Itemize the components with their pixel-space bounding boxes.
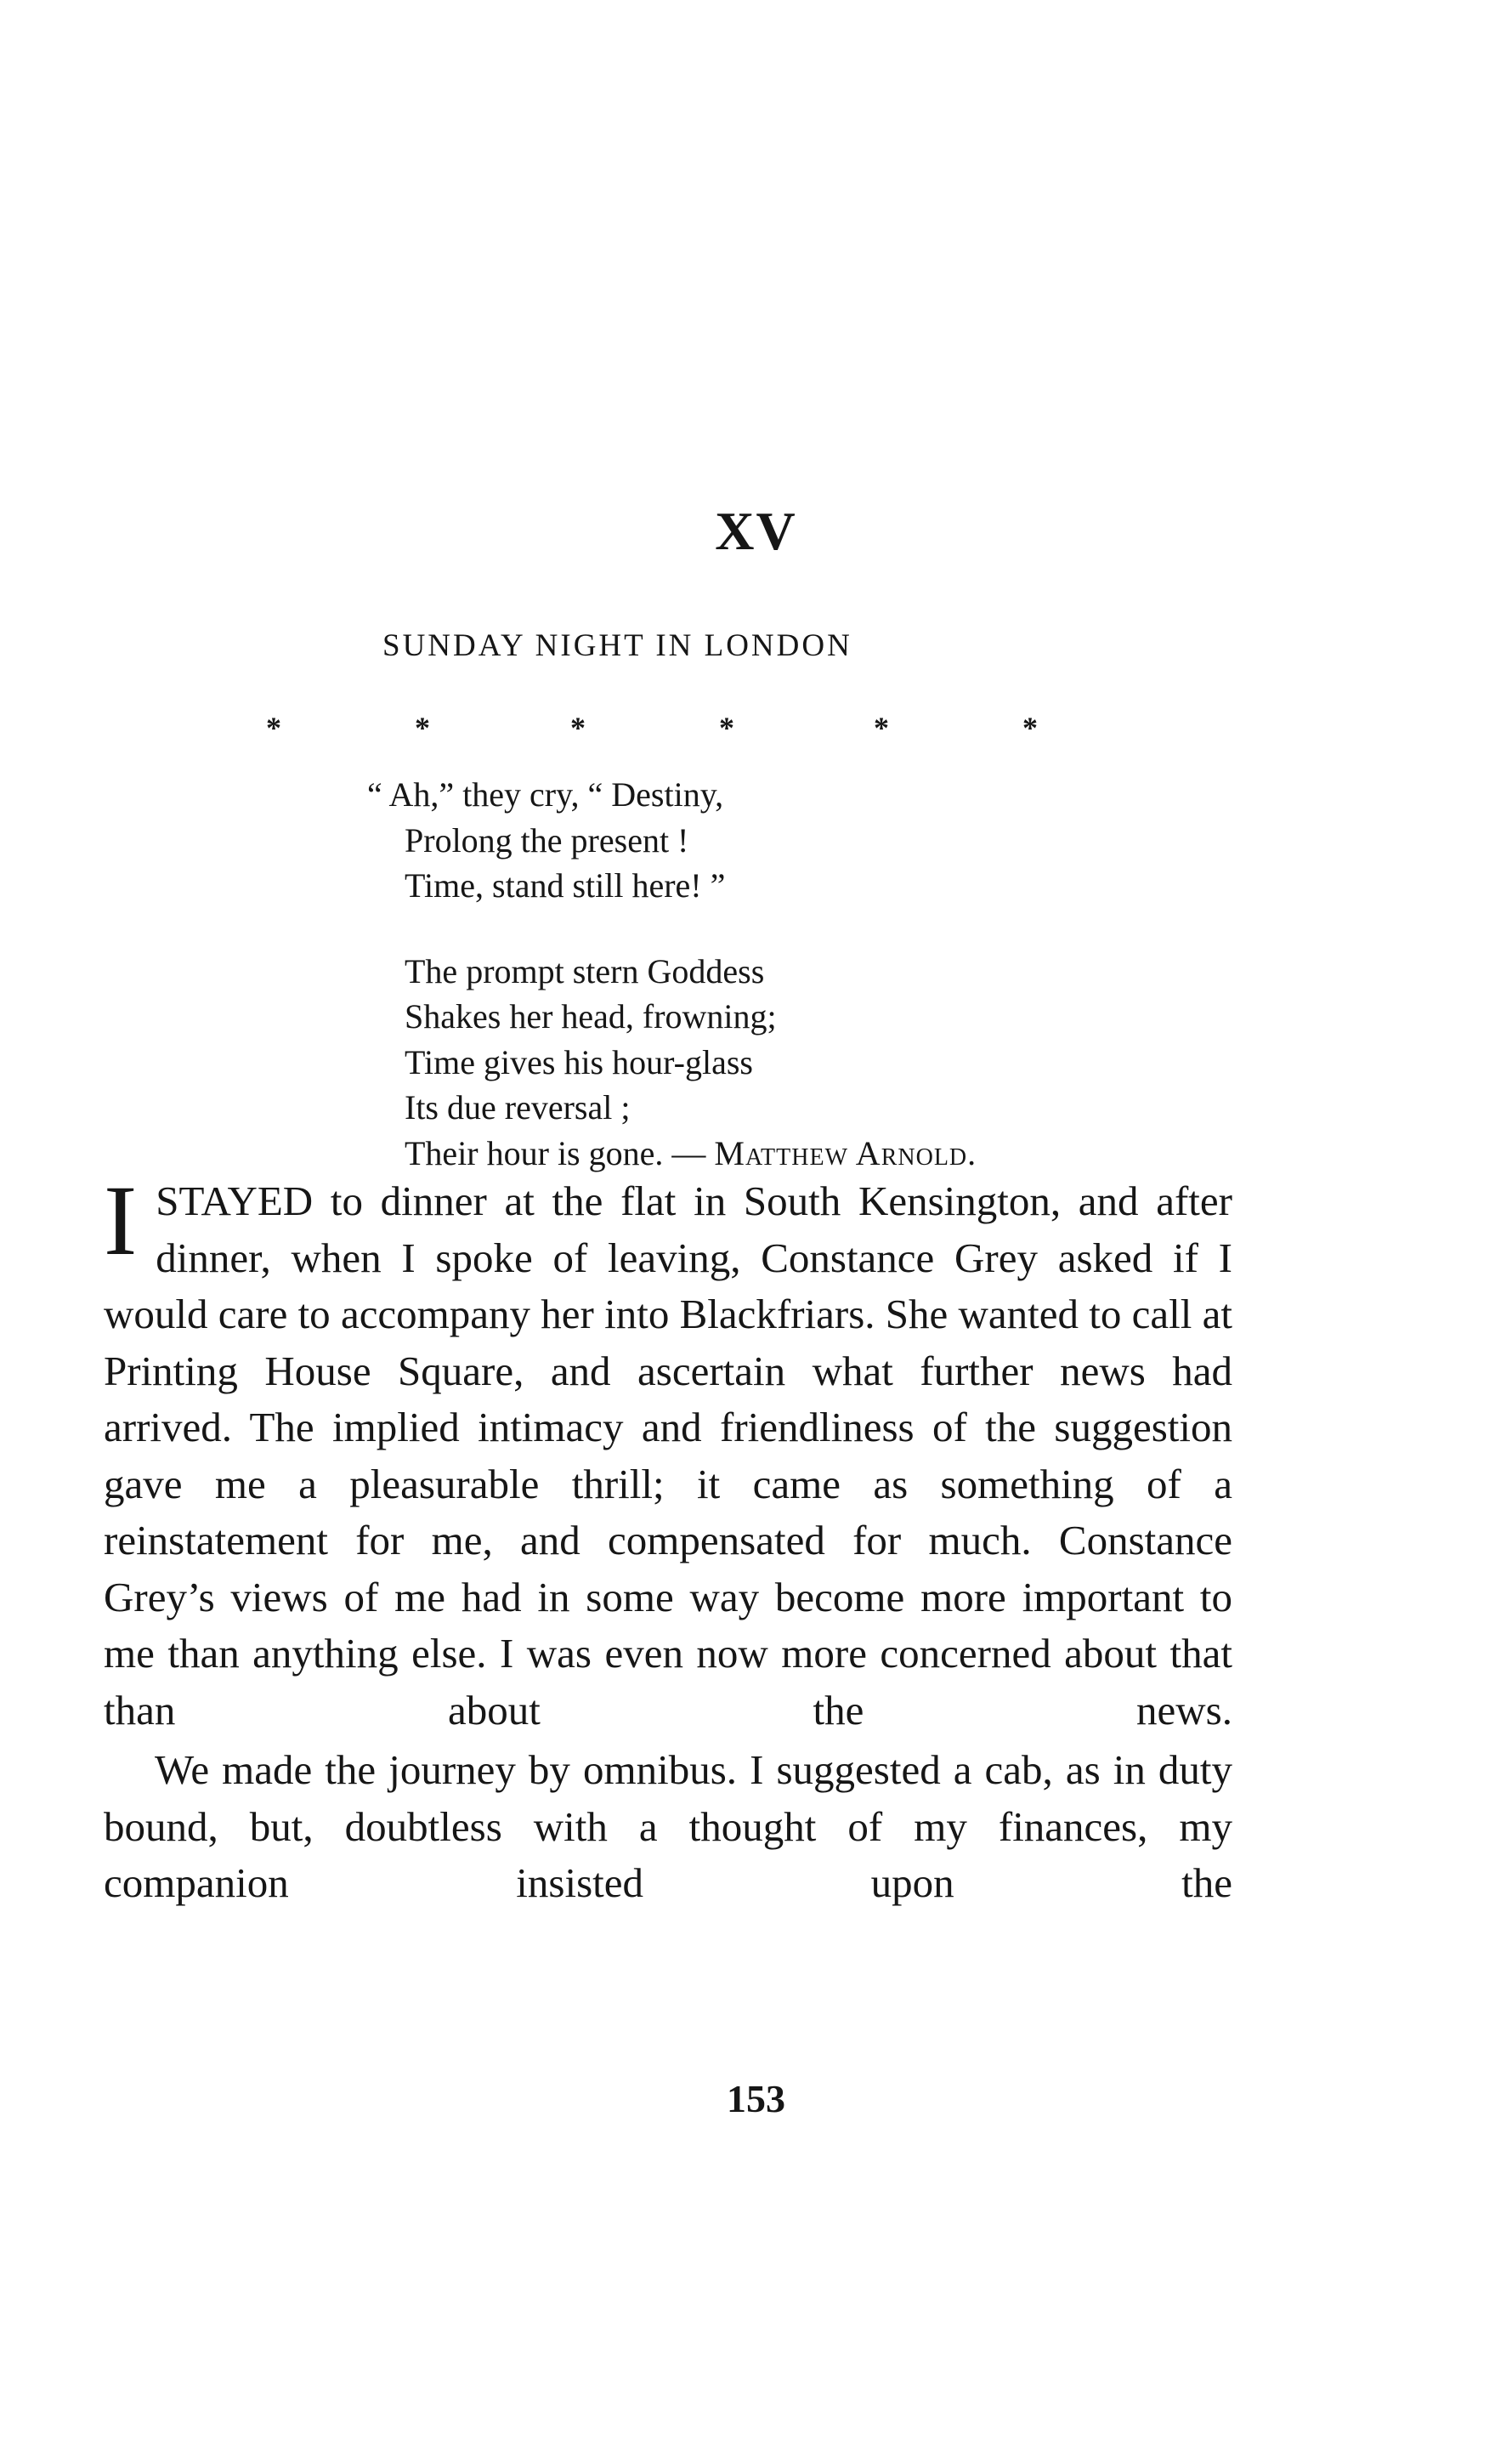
divider-star: * [415, 711, 430, 745]
epigraph-last-line [367, 1131, 1132, 1177]
chapter-number: XV [715, 501, 797, 561]
paragraph: We made the journey by omnibus. I suggested a cab, as in duty bound, but, doubtless with a thought of my finances, my companion insisted upon the [104, 1746, 1232, 1906]
epigraph-line: “ Ah,” they cry, “ Destiny, [367, 775, 724, 814]
page-number: 153 [727, 2077, 785, 2120]
divider-star: * [570, 711, 586, 745]
asterism-divider [0, 710, 1512, 752]
divider-star: * [266, 711, 281, 745]
chapter-body [104, 1165, 1232, 1912]
epigraph-line: The prompt stern Goddess [405, 951, 765, 990]
divider-star: * [719, 711, 734, 745]
drop-cap: I [104, 1165, 138, 1276]
epigraph-line-text: Their hour is gone. — [405, 1133, 715, 1172]
divider-star: * [874, 711, 889, 745]
chapter-title: SUNDAY NIGHT IN LONDON [382, 628, 852, 663]
divider-star: * [1022, 711, 1038, 745]
paragraph-text: STAYED to dinner at the flat in South Kensington, and after dinner, when I spoke of leaving, Constance Grey asked if I would care to accompany her into Blackfriars. She wanted to call at Printing House Square, and ascertain what further news had arrived. The implied intimacy and friendliness of the suggestion gave me a pleasurable thrill; it came as something of a reinstatement for me, and compensated for much. Constance Grey’s views of me had in some way become more important to me than anything else. I was even now more concerned about that than about the news. [104, 1177, 1232, 1734]
epigraph-line: Its due reversal ; [405, 1088, 631, 1126]
epigraph-author: Matthew Arnold. [714, 1133, 977, 1172]
epigraph-line: Shakes her head, frowning; [405, 997, 777, 1036]
epigraph-line: Time gives his hour-glass [405, 1042, 753, 1081]
epigraph [367, 772, 1132, 1176]
epigraph-line: Time, stand still here! ” [405, 866, 726, 905]
epigraph-line: Prolong the present ! [405, 820, 689, 860]
paragraph [104, 1165, 1232, 1739]
